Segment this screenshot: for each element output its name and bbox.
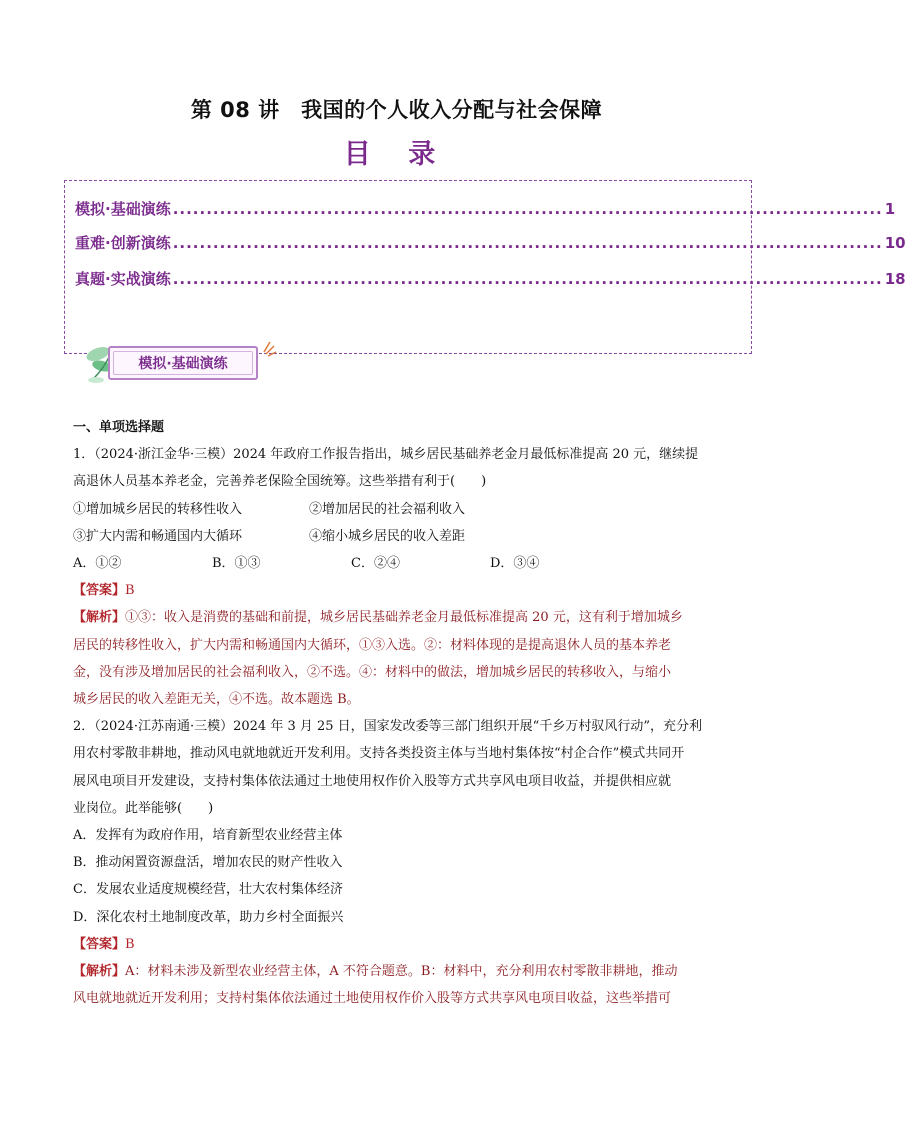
- toc-entry-label: 模拟·基础演练: [75, 200, 171, 218]
- page-title: 第 08 讲 我国的个人收入分配与社会保障: [190, 98, 603, 122]
- toc-entry-label: 重难·创新演练: [75, 234, 171, 252]
- analysis-line: [73, 604, 723, 631]
- option-d[interactable]: D．深化农村土地制度改革，助力乡村全面振兴: [73, 909, 344, 925]
- analysis-text: ①③：收入是消费的基础和前提，城乡居民基础养老金月最低标准提高 20 元，这有利于增加城乡: [125, 610, 683, 626]
- answer-line: [73, 577, 723, 604]
- toc-entry-innovation[interactable]: [75, 232, 906, 256]
- analysis-tag: 【解析】: [73, 610, 126, 626]
- option-a[interactable]: A．①②: [73, 556, 122, 572]
- toc-entry-page: 18: [884, 270, 906, 288]
- toc-leader-dots: ..........................................................................................................: [172, 234, 883, 252]
- option-row: [73, 550, 723, 577]
- statement-row: [73, 496, 723, 523]
- question-stem-line: 1．（2024·浙江金华·三模）2024 年政府工作报告指出，城乡居民基础养老金月最低标准提高 20 元，继续提: [73, 447, 699, 463]
- question-2: [73, 713, 723, 1012]
- statement-item: ④缩小城乡居民的收入差距: [309, 528, 466, 544]
- question-stem-line: 展风电项目开发建设，支持村集体依法通过土地使用权作价入股等方式共享风电项目收益，并提供相应就: [73, 773, 672, 789]
- question-stem-line: 高退休人员基本养老金，完善养老保险全国统筹。这些举措有利于( ): [73, 474, 487, 490]
- toc-entry-label: 真题·实战演练: [75, 270, 171, 288]
- question-stem-line: 用农村零散非耕地，推动风电就地就近开发利用。支持各类投资主体与当地村集体按“村企合作”模式共同开: [73, 746, 685, 762]
- analysis-line: [73, 958, 723, 985]
- statement-item: ③扩大内需和畅通国内大循环: [73, 528, 243, 544]
- option-b[interactable]: B．推动闲置资源盘活，增加农民的财产性收入: [73, 855, 343, 871]
- analysis-line: 风电就地就近开发利用；支持村集体依法通过土地使用权作价入股等方式共享风电项目收益，这些举措可: [73, 991, 672, 1007]
- statement-row: [73, 523, 723, 550]
- section-banner: 模拟·基础演练: [108, 346, 258, 380]
- option-a[interactable]: A．发挥有为政府作用，培育新型农业经营主体: [73, 828, 343, 844]
- toc-entry-page: 10: [884, 234, 906, 252]
- option-d[interactable]: D．③④: [490, 556, 540, 572]
- analysis-tag: 【解析】: [73, 964, 126, 980]
- answer-value: B: [125, 583, 135, 599]
- option-c[interactable]: C．②④: [351, 556, 400, 572]
- question-stem-line: 业岗位。此举能够( ): [73, 800, 214, 816]
- question-1: [73, 441, 723, 713]
- question-stem-line: 2．（2024·江苏南通·三模）2024 年 3 月 25 日，国家发改委等三部门组织开展“千乡万村驭风行动”，充分利: [73, 719, 702, 735]
- toc-entry-page: 1: [884, 200, 896, 218]
- toc-leader-dots: ..........................................................................................................: [172, 200, 883, 218]
- statement-item: ①增加城乡居民的转移性收入: [73, 501, 243, 517]
- toc-title: 目 录: [343, 139, 450, 170]
- answer-tag: 【答案】: [73, 583, 126, 599]
- analysis-text: A：材料未涉及新型农业经营主体，A 不符合题意。B：材料中，充分利用农村零散非耕地，推动: [125, 964, 678, 980]
- option-c[interactable]: C．发展农业适度规模经营，壮大农村集体经济: [73, 882, 343, 898]
- spark-icon: [264, 342, 276, 356]
- answer-value: B: [125, 936, 135, 952]
- toc-entry-basic[interactable]: [75, 198, 896, 222]
- option-b[interactable]: B．①③: [212, 556, 261, 572]
- answer-line: [73, 931, 723, 958]
- content: [73, 414, 723, 1012]
- analysis-line: 金，没有涉及增加居民的社会福利收入，②不选。④：材料中的做法，增加城乡居民的转移收入，与缩小: [73, 664, 672, 680]
- toc-box: [64, 180, 906, 354]
- section-title: 一、单项选择题: [73, 420, 165, 435]
- analysis-line: 城乡居民的收入差距无关，④不选。故本题选 B。: [73, 692, 360, 708]
- analysis-line: 居民的转移性收入，扩大内需和畅通国内大循环，①③入选。②：材料体现的是提高退休人员的基本养老: [73, 637, 672, 653]
- answer-tag: 【答案】: [73, 936, 126, 952]
- statement-item: ②增加居民的社会福利收入: [309, 501, 466, 517]
- toc-entry-real-exam[interactable]: [75, 268, 906, 292]
- toc-leader-dots: ..........................................................................................................: [172, 270, 883, 288]
